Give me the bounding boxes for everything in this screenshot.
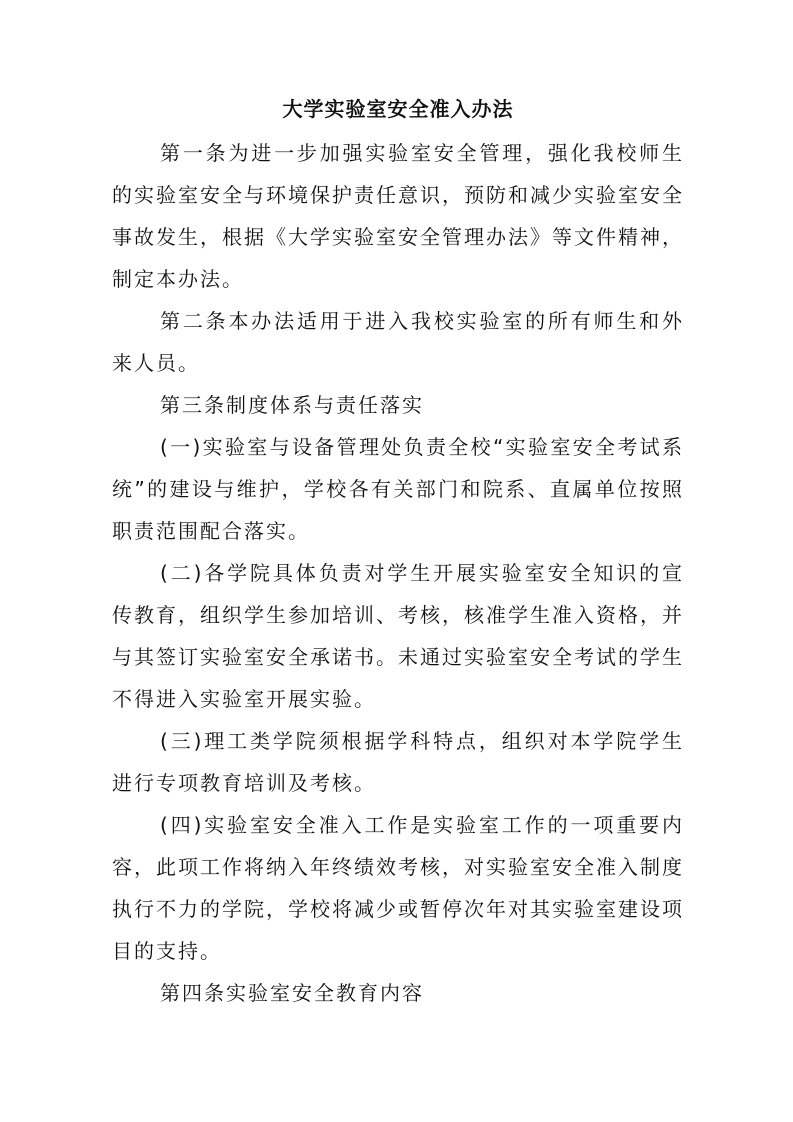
document-title: 大学实验室安全准入办法 [282, 97, 514, 121]
article-2-paragraph: 第二条本办法适用于进入我校实验室的所有师生和外来人员。 [112, 309, 684, 375]
document-page [112, 92, 684, 1014]
article-3-item-3: (三)理工类学院须根据学科特点，组织对本学院学生进行专项教育培训及考核。 [112, 729, 684, 795]
article-3-item-2: (二)各学院具体负责对学生开展实验室安全知识的宣传教育，组织学生参加培训、考核，核准学生准入资格，并与其签订实验室安全承诺书。未通过实验室安全考试的学生不得进入实验室开展实验。 [112, 561, 684, 711]
article-3-item-4: (四)实验室安全准入工作是实验室工作的一项重要内容，此项工作将纳入年终绩效考核，对实验室安全准入制度执行不力的学院，学校将减少或暂停次年对其实验室建设项目的支持。 [112, 813, 684, 963]
article-3-heading: 第三条制度体系与责任落实 [160, 393, 424, 417]
article-1-paragraph: 第一条为进一步加强实验室安全管理，强化我校师生的实验室安全与环境保护责任意识，预防和减少实验室安全事故发生，根据《大学实验室安全管理办法》等文件精神，制定本办法。 [112, 141, 684, 291]
article-3-item-1: (一)实验室与设备管理处负责全校“实验室安全考试系统”的建设与维护，学校各有关部门和院系、直属单位按照职责范围配合落实。 [112, 435, 684, 543]
article-4-heading: 第四条实验室安全教育内容 [160, 981, 424, 1005]
